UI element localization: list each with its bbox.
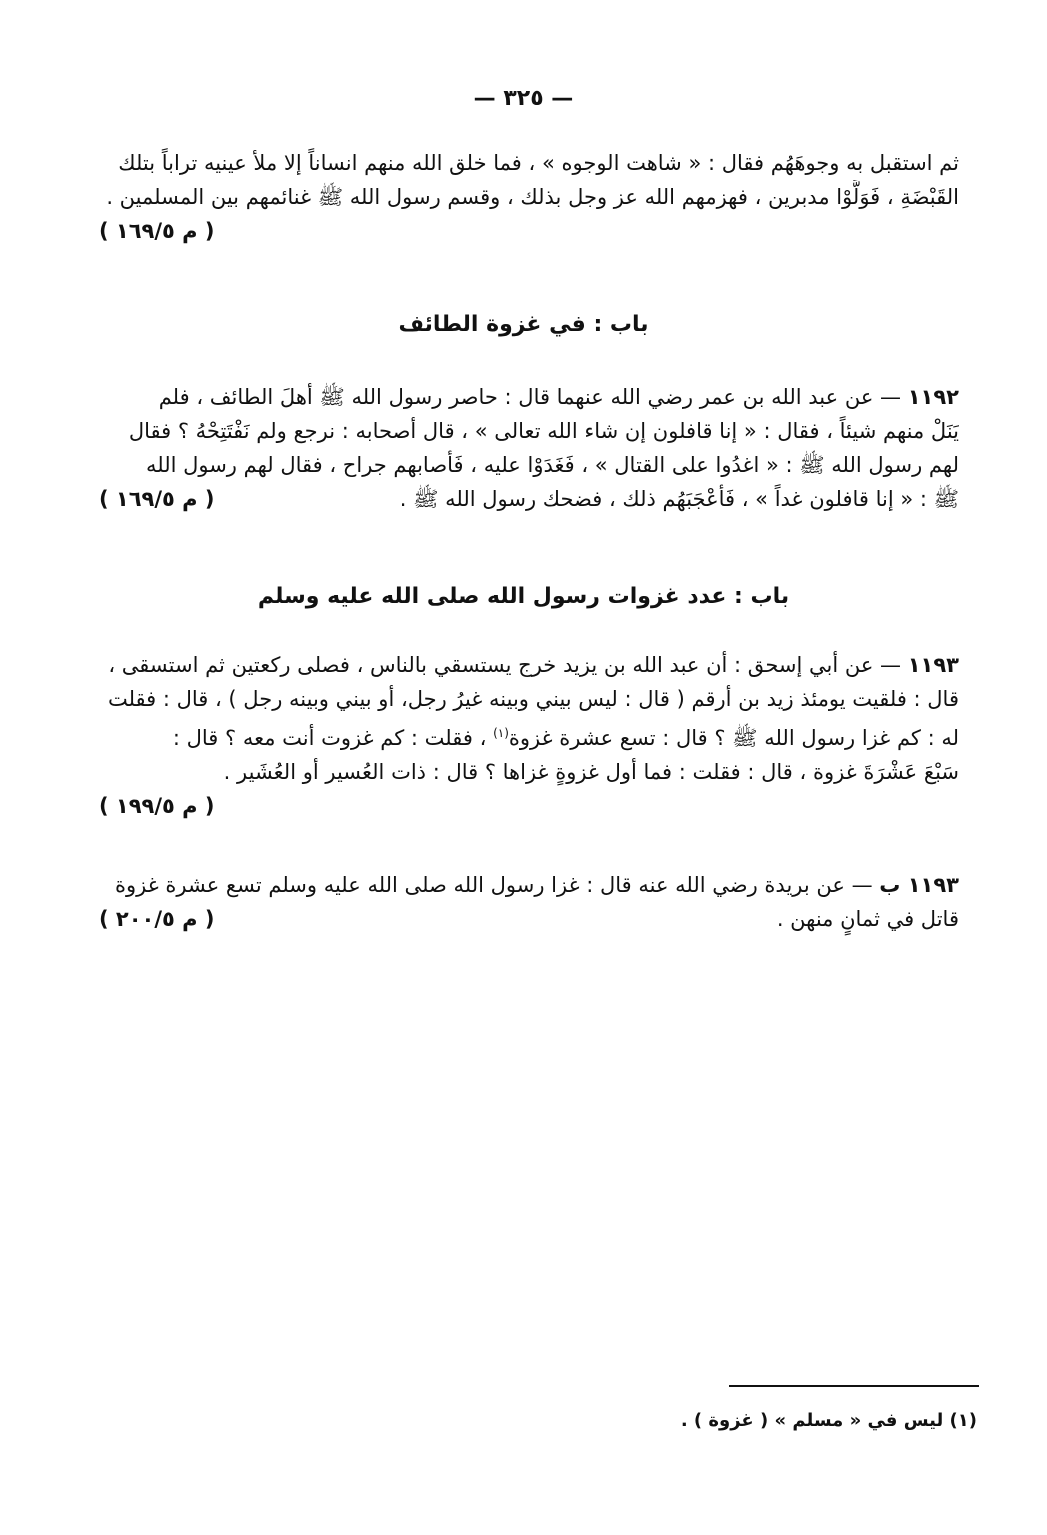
- hadith-number: ١١٩٣ ب: [879, 873, 959, 897]
- text-line: يَنَلْ منهم شيئاً ، فقال : « إنا قافلون إن شاء الله تعالى » ، قال أصحابه : نرجع ولم نَفْتَتِحْهُ ؟ فقال: [128, 419, 959, 443]
- source-reference: ( م ٢٠٠/٥ ): [99, 907, 215, 931]
- section-heading: باب : في غزوة الطائف: [398, 312, 649, 337]
- text-line: القَبْضَةِ ، فَوَلَّوْا مدبرين ، فهزمهم الله عز وجل بذلك ، وقسم رسول الله ﷺ غنائمهم بين المسلمين .: [106, 185, 959, 209]
- footnote: (١) ليس في « مسلم » ( غزوة ) .: [680, 1410, 977, 1431]
- text-line: قال : فلقيت يومئذ زيد بن أرقم ( قال : ليس بيني وبينه غيرُ رجل، أو بيني وبينه رجل ) ، قال : فقلت: [107, 687, 959, 711]
- hadith-number: ١١٩٢: [907, 385, 959, 409]
- hadith-1192: [99, 380, 959, 516]
- text-line: له : كم غزا رسول الله ﷺ ؟ قال : تسع عشرة غزوة: [508, 726, 959, 750]
- text-line: ، فقلت : كم غزوت أنت معه ؟ قال :: [172, 726, 487, 750]
- source-reference: ( م ١٦٩/٥ ): [99, 487, 215, 511]
- section-heading: باب : عدد غزوات رسول الله صلى الله عليه وسلم: [257, 584, 790, 609]
- text-line: سَبْعَ عَشْرَةَ غزوة ، قال : فقلت : فما أول غزوةٍ غزاها ؟ قال : ذات العُسير أو العُشَير .: [223, 760, 959, 784]
- source-reference: ( م ١٦٩/٥ ): [99, 219, 215, 243]
- hadith-1193: [99, 648, 959, 823]
- hadith-number: ١١٩٣: [907, 653, 959, 677]
- text-line: — عن عبد الله بن عمر رضي الله عنهما قال : حاصر رسول الله ﷺ أهلَ الطائف ، فلم: [158, 385, 902, 409]
- text-line: ثم استقبل به وجوهَهُم فقال : « شاهت الوجوه » ، فما خلق الله منهم انساناً إلا ملأ عينيه تراباً بتلك: [118, 151, 959, 175]
- text-line: لهم رسول الله ﷺ : « اغدُوا على القتال » ، فَغَدَوْا عليه ، فَأصابهم جراح ، فقال لهم رسول الله: [145, 453, 959, 477]
- page-number: — ٣٢٥ —: [473, 86, 574, 111]
- hadith-1193b: [99, 868, 959, 936]
- text-line: — عن بريدة رضي الله عنه قال : غزا رسول الله صلى الله عليه وسلم تسع عشرة غزوة: [115, 873, 873, 897]
- text-line: قاتل في ثمانٍ منهن .: [776, 907, 959, 931]
- footnote-divider: [729, 1385, 979, 1387]
- text-line: — عن أبي إسحق : أن عبد الله بن يزيد خرج يستسقي بالناس ، فصلى ركعتين ثم استسقى ،: [108, 653, 902, 677]
- source-reference: ( م ١٩٩/٥ ): [99, 794, 215, 818]
- text-line: ﷺ : « إنا قافلون غداً » ، فَأعْجَبَهُم ذلك ، فضحك رسول الله ﷺ .: [399, 487, 959, 511]
- intro-paragraph: [99, 146, 959, 248]
- footnote-marker: (١): [493, 726, 509, 740]
